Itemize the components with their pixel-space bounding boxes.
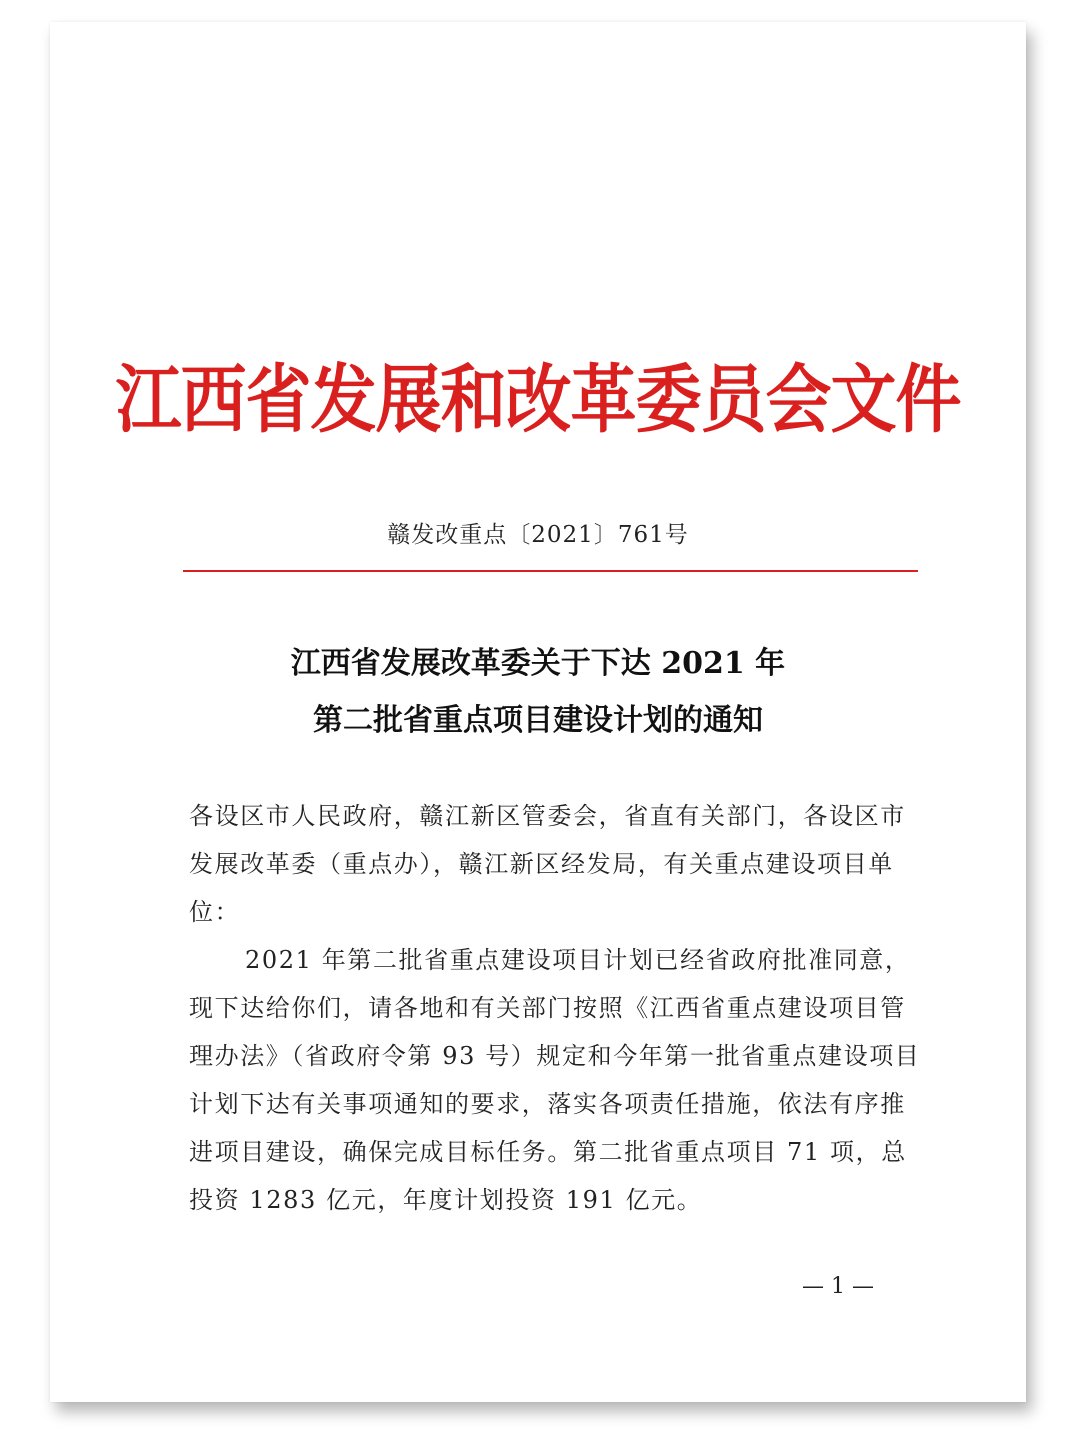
body-line: 计划下达有关事项通知的要求，落实各项责任措施，依法有序推 xyxy=(189,1090,906,1118)
body-line: 各设区市人民政府，赣江新区管委会，省直有关部门，各设区市 xyxy=(189,802,906,830)
notice-title-line-1: 江西省发展改革委关于下达 2021 年 xyxy=(290,646,786,681)
document-page xyxy=(50,22,1026,1402)
red-separator-line xyxy=(183,570,918,572)
body-line: 投资 1283 亿元，年度计划投资 191 亿元。 xyxy=(189,1186,703,1214)
document-number: 赣发改重点〔2021〕761号 xyxy=(387,522,689,548)
body-line: 2021 年第二批省重点建设项目计划已经省政府批准同意， xyxy=(245,946,911,974)
body-line: 发展改革委（重点办），赣江新区经发局，有关重点建设项目单 xyxy=(189,850,894,878)
body-line: 理办法》（省政府令第 93 号）规定和今年第一批省重点建设项目 xyxy=(189,1042,921,1070)
body-line: 现下达给你们，请各地和有关部门按照《江西省重点建设项目管 xyxy=(189,994,906,1022)
page-number: — 1 — xyxy=(802,1274,874,1299)
body-line: 位： xyxy=(189,898,241,926)
body-line: 进项目建设，确保完成目标任务。第二批省重点项目 71 项，总 xyxy=(189,1138,907,1166)
notice-title-line-2: 第二批省重点项目建设计划的通知 xyxy=(313,703,763,738)
red-header-title: 江西省发展和改革委员会文件 xyxy=(115,355,961,444)
